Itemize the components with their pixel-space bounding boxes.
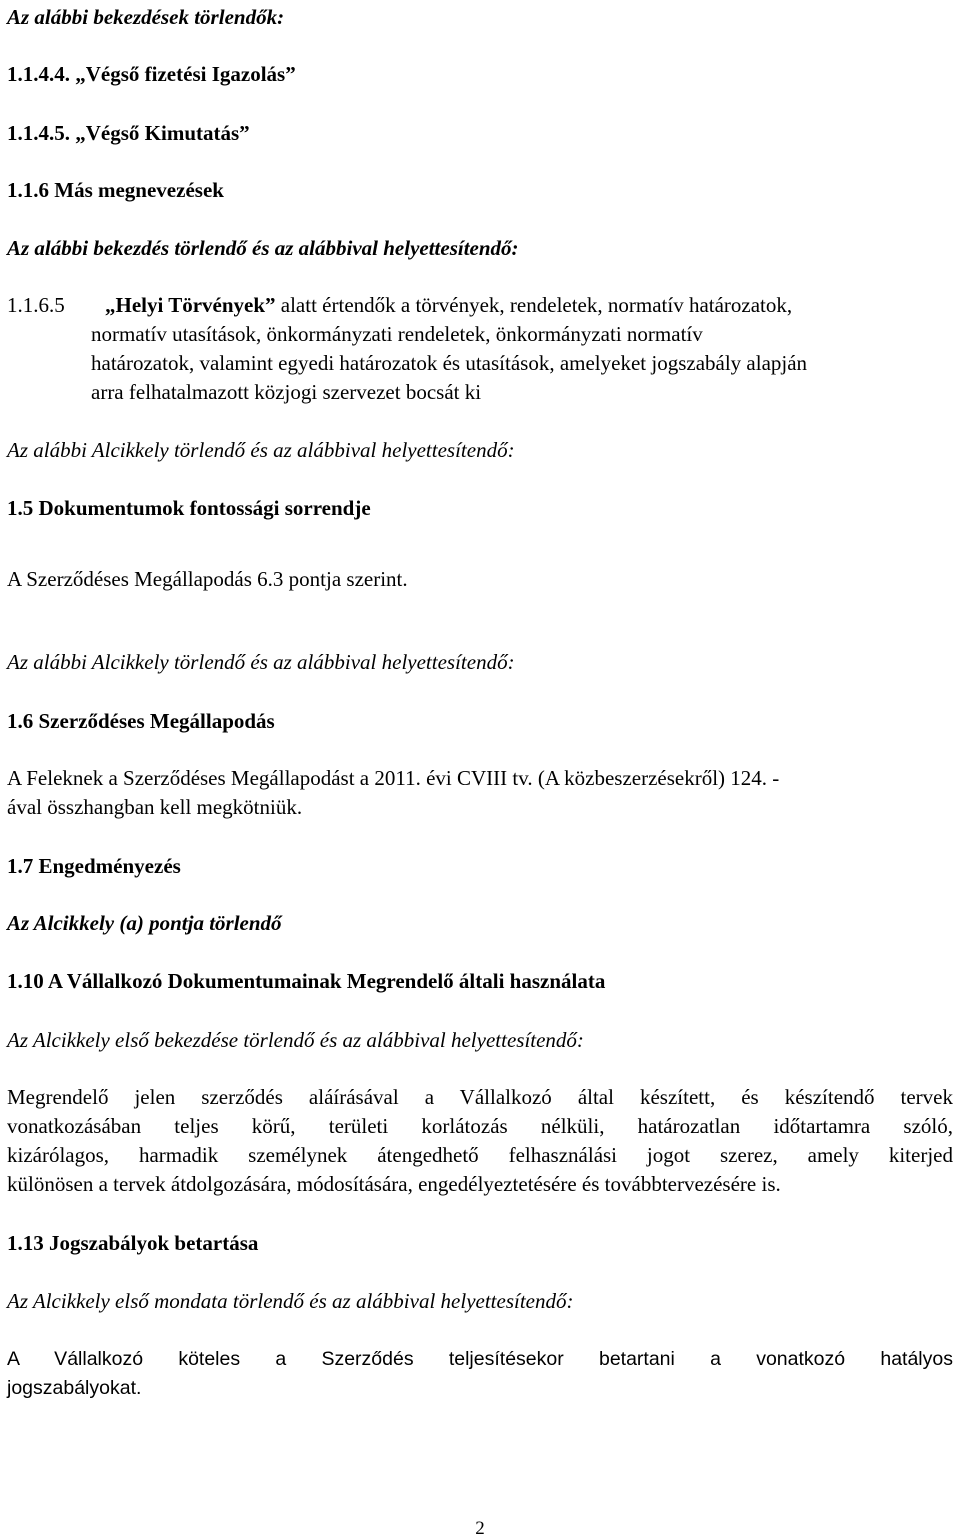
replace-paragraph-instruction: Az alábbi bekezdés törlendő és az alábbival helyettesítendő: <box>7 236 519 260</box>
replace-first-sentence-instruction: Az Alcikkely első mondata törlendő és az alábbival helyettesítendő: <box>7 1289 574 1313</box>
definition-1-1-6-5-line-1 <box>7 292 792 318</box>
section-1-6-text-line-2: ával összhangban kell megkötniük. <box>7 795 303 819</box>
replace-first-paragraph-instruction: Az Alcikkely első bekezdése törlendő és az alábbival helyettesítendő: <box>7 1028 584 1052</box>
definition-term: „Helyi Törvények” <box>105 293 276 317</box>
replace-subclause-instruction-2: Az alábbi Alcikkely törlendő és az alábbival helyettesítendő: <box>7 650 515 674</box>
definition-1-1-6-5-line-2: normatív utasítások, önkormányzati rendeletek, önkormányzati normatív <box>91 322 703 346</box>
definition-1-1-6-5-line-3: határozatok, valamint egyedi határozatok és utasítások, amelyeket jogszabály alapján <box>91 351 808 375</box>
page-number: 2 <box>475 1518 485 1539</box>
section-1-10-title: 1.10 A Vállalkozó Dokumentumainak Megrendelő általi használata <box>7 969 606 993</box>
definition-text: alatt értendők a törvények, rendeletek, normatív határozatok, <box>275 293 793 317</box>
definition-1-1-6-5-line-4: arra felhatalmazott közjogi szervezet bocsát ki <box>91 380 482 404</box>
section-1-13-title: 1.13 Jogszabályok betartása <box>7 1231 259 1255</box>
section-1-1-6-title: 1.1.6 Más megnevezések <box>7 178 224 202</box>
section-1-6-title: 1.6 Szerződéses Megállapodás <box>7 709 275 733</box>
section-1-6-text-line-1: A Feleknek a Szerződéses Megállapodást a 2011. évi CVIII tv. (A közbeszerzésekről) 124. - <box>7 766 780 790</box>
section-1-13-text-line-1: A Vállalkozó köteles a Szerződés teljesítésekor betartani a vonatkozó hatályos <box>7 1348 953 1370</box>
definition-number: 1.1.6.5 <box>7 293 65 317</box>
subclause-a-delete-instruction: Az Alcikkely (a) pontja törlendő <box>7 911 282 935</box>
section-1-10-text-line-3: kizárólagos, harmadik személynek átengedhető felhasználási jogot szerez, amely kiterjed <box>7 1143 953 1167</box>
item-1-1-4-4: 1.1.4.4. „Végső fizetési Igazolás” <box>7 62 296 86</box>
section-1-5-title: 1.5 Dokumentumok fontossági sorrendje <box>7 496 371 520</box>
item-1-1-4-5: 1.1.4.5. „Végső Kimutatás” <box>7 121 250 145</box>
section-1-10-text-line-1: Megrendelő jelen szerződés aláírásával a Vállalkozó által készített, és készítendő tervek <box>7 1085 953 1109</box>
section-1-5-text: A Szerződéses Megállapodás 6.3 pontja szerint. <box>7 567 408 591</box>
section-1-10-text-line-2: vonatkozásában teljes körű, területi korlátozás nélküli, határozatlan időtartamra szóló, <box>7 1114 953 1138</box>
deleted-paragraphs-heading: Az alábbi bekezdések törlendők: <box>7 5 285 29</box>
replace-subclause-instruction-1: Az alábbi Alcikkely törlendő és az alábbival helyettesítendő: <box>7 438 515 462</box>
section-1-13-text-line-2: jogszabályokat. <box>7 1377 142 1399</box>
section-1-7-title: 1.7 Engedményezés <box>7 854 181 878</box>
section-1-10-text-line-4: különösen a tervek átdolgozására, módosítására, engedélyeztetésére és továbbtervezésére is. <box>7 1172 781 1196</box>
